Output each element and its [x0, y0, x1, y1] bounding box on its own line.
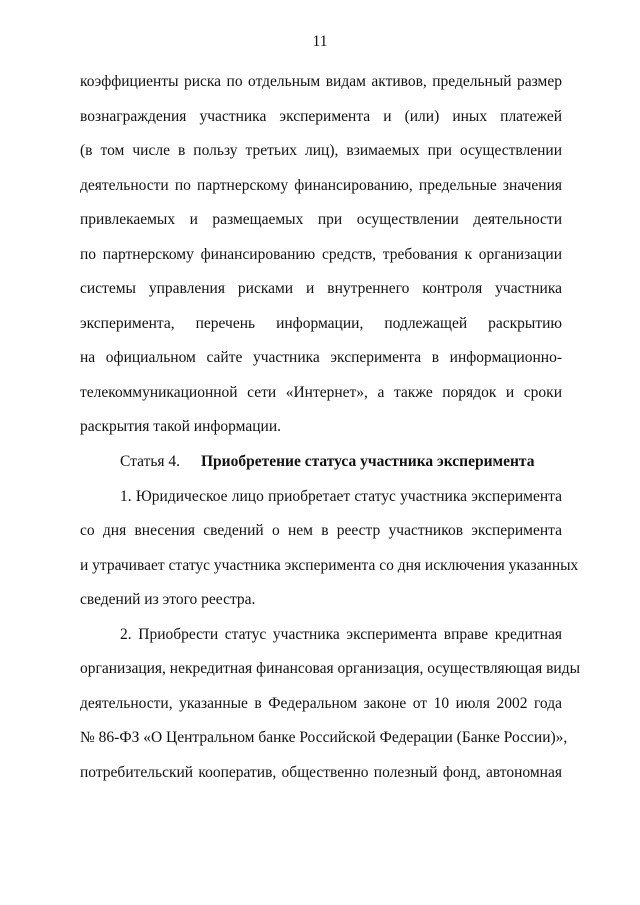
text-line: деятельности, указанные в Федеральном законе от 10 июля 2002 года — [80, 695, 562, 712]
text-line: (в том числе в пользу третьих лиц), взимаемых при осуществлении — [80, 142, 562, 159]
article-title: Приобретение статуса участника эксперимента — [201, 453, 535, 470]
text-line: коэффициенты риска по отдельным видам активов, предельный размер — [80, 73, 562, 90]
text-line: на официальном сайте участника эксперимента в информационно- — [80, 349, 562, 366]
text-line: со дня внесения сведений о нем в реестр участников эксперимента — [80, 522, 562, 539]
article-number: Статья 4. — [120, 453, 181, 470]
text-line: № 86-ФЗ «О Центральном банке Российской Федерации (Банке России)», — [80, 729, 568, 746]
text-line: вознаграждения участника эксперимента и (или) иных платежей — [80, 108, 562, 125]
page-number: 11 — [312, 33, 328, 50]
text-line: системы управления рисками и внутреннего контроля участника — [80, 280, 562, 297]
text-line: эксперимента, перечень информации, подлежащей раскрытию — [80, 315, 562, 332]
text-line: сведений из этого реестра. — [80, 591, 256, 608]
text-line: 1. Юридическое лицо приобретает статус участника эксперимента — [120, 488, 562, 505]
text-line: деятельности по партнерскому финансированию, предельные значения — [80, 177, 562, 194]
text-line: телекоммуникационной сети «Интернет», а также порядок и сроки — [80, 384, 562, 401]
text-line: привлекаемых и размещаемых при осуществлении деятельности — [80, 211, 562, 228]
text-line: организация, некредитная финансовая организация, осуществляющая виды — [80, 660, 581, 677]
text-line: и утрачивает статус участника эксперимента со дня исключения указанных — [80, 557, 579, 574]
text-line: 2. Приобрести статус участника эксперимента вправе кредитная — [120, 626, 562, 643]
text-line: по партнерскому финансированию средств, требования к организации — [80, 246, 562, 263]
text-line: раскрытия такой информации. — [80, 418, 282, 435]
article-heading — [120, 452, 562, 472]
text-line: потребительский кооператив, общественно полезный фонд, автономная — [80, 764, 562, 781]
